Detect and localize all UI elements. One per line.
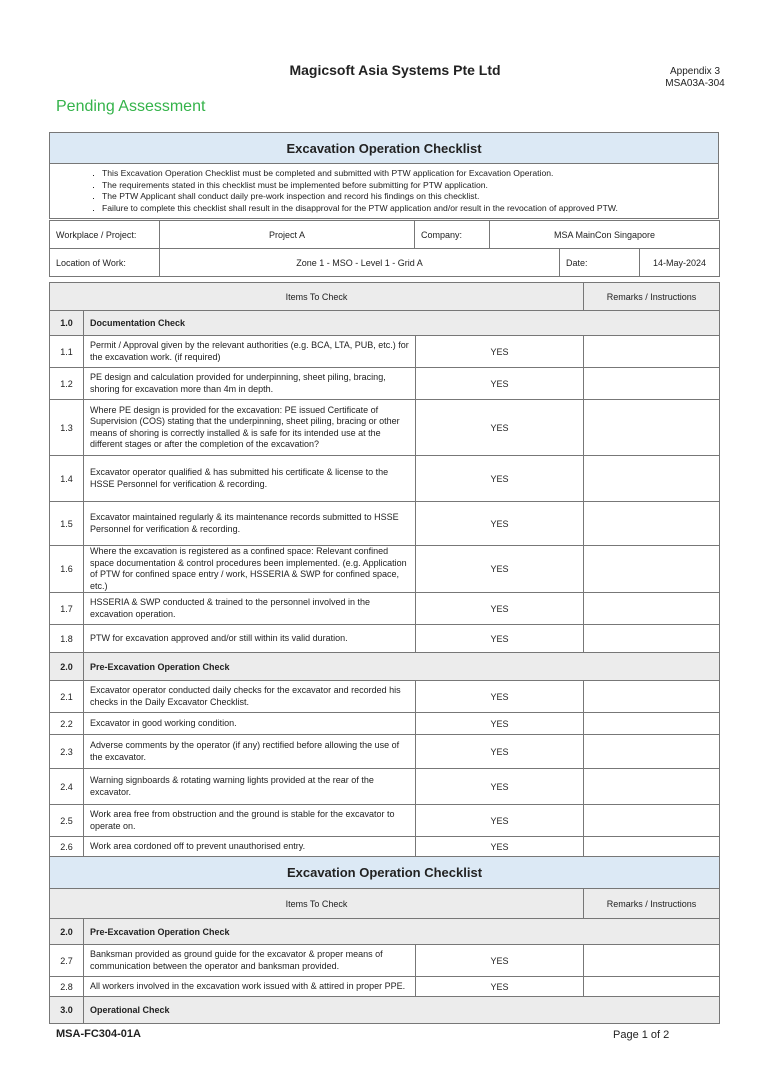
work-info-table [49, 220, 720, 277]
item-remarks [584, 837, 720, 857]
item-answer: YES [416, 945, 584, 977]
remarks-header: Remarks / Instructions [584, 283, 720, 311]
instruction-item: ▪ The PTW Applicant shall conduct daily pre-work inspection and record his findings on this checklist. [102, 191, 718, 203]
item-description: Work area free from obstruction and the ground is stable for the excavator to operate on. [84, 805, 416, 837]
remarks-header: Remarks / Instructions [584, 889, 720, 919]
table-row [50, 805, 720, 837]
item-answer: YES [416, 400, 584, 456]
assessment-status: Pending Assessment [56, 98, 206, 115]
section-number: 2.0 [50, 653, 84, 681]
item-answer: YES [416, 681, 584, 713]
item-answer: YES [416, 837, 584, 857]
item-description: Where the excavation is registered as a confined space: Relevant confined space documentation & control procedures been implemented. (e.g. Application of PTW for confined space entry / work, HSSERIA & SWP for confined space, etc.) [84, 546, 416, 593]
table-row [50, 977, 720, 997]
item-number: 2.7 [50, 945, 84, 977]
appendix-label: Appendix 3 [669, 66, 721, 77]
item-answer: YES [416, 546, 584, 593]
table-row [50, 681, 720, 713]
item-number: 2.1 [50, 681, 84, 713]
item-answer: YES [416, 502, 584, 546]
item-remarks [584, 769, 720, 805]
item-number: 1.6 [50, 546, 84, 593]
item-number: 2.8 [50, 977, 84, 997]
checklist-title: Excavation Operation Checklist [50, 133, 719, 164]
item-number: 1.8 [50, 625, 84, 653]
table-row [50, 593, 720, 625]
item-number: 2.4 [50, 769, 84, 805]
item-description: Adverse comments by the operator (if any) rectified before allowing the use of the excavator. [84, 735, 416, 769]
item-description: All workers involved in the excavation work issued with & attired in proper PPE. [84, 977, 416, 997]
item-answer: YES [416, 977, 584, 997]
item-description: Work area cordoned off to prevent unauthorised entry. [84, 837, 416, 857]
item-description: Banksman provided as ground guide for the excavator & proper means of communication between the operator and banksman provided. [84, 945, 416, 977]
item-number: 1.1 [50, 336, 84, 368]
section-number: 3.0 [50, 997, 84, 1024]
item-description: Excavator maintained regularly & its maintenance records submitted to HSSE Personnel for verification & recording. [84, 502, 416, 546]
item-answer: YES [416, 593, 584, 625]
item-remarks [584, 681, 720, 713]
item-remarks [584, 713, 720, 735]
table-row [50, 502, 720, 546]
item-remarks [584, 805, 720, 837]
date-label: Date: [560, 249, 640, 277]
item-answer: YES [416, 336, 584, 368]
item-answer: YES [416, 805, 584, 837]
item-description: HSSERIA & SWP conducted & trained to the personnel involved in the excavation operation. [84, 593, 416, 625]
item-remarks [584, 456, 720, 502]
table-row [50, 368, 720, 400]
appendix-reference [650, 66, 740, 90]
item-answer: YES [416, 713, 584, 735]
item-description: Permit / Approval given by the relevant authorities (e.g. BCA, LTA, PUB, etc.) for the excavation work. (if required) [84, 336, 416, 368]
section-number: 2.0 [50, 919, 84, 945]
item-remarks [584, 400, 720, 456]
item-description: PE design and calculation provided for underpinning, sheet piling, bracing, shoring for excavation more than 4m in depth. [84, 368, 416, 400]
item-number: 2.5 [50, 805, 84, 837]
item-number: 2.6 [50, 837, 84, 857]
company-value: MSA MainCon Singapore [490, 221, 720, 249]
section-title: Pre-Excavation Operation Check [84, 653, 720, 681]
table-row [50, 336, 720, 368]
location-label: Location of Work: [50, 249, 160, 277]
table-row [50, 713, 720, 735]
item-remarks [584, 368, 720, 400]
item-description: Excavator operator qualified & has submitted his certificate & license to the HSSE Personnel for verification & recording. [84, 456, 416, 502]
location-value: Zone 1 - MSO - Level 1 - Grid A [160, 249, 560, 277]
item-description: Where PE design is provided for the excavation: PE issued Certificate of Supervision (COS) stating that the underpinning, sheet piling, bracing or other means of shoring is correctly installed & is safe for its intended use at the different stages or after the completion of the excavation? [84, 400, 416, 456]
item-number: 1.3 [50, 400, 84, 456]
item-number: 2.2 [50, 713, 84, 735]
item-answer: YES [416, 625, 584, 653]
item-number: 1.4 [50, 456, 84, 502]
items-to-check-header: Items To Check [50, 283, 584, 311]
item-answer: YES [416, 735, 584, 769]
instructions-cell [50, 164, 719, 219]
items-to-check-header: Items To Check [50, 889, 584, 919]
item-remarks [584, 945, 720, 977]
table-row [50, 625, 720, 653]
item-description: Excavator operator conducted daily checks for the excavator and recorded his checks in the Daily Excavator Checklist. [84, 681, 416, 713]
item-remarks [584, 336, 720, 368]
section-title: Operational Check [84, 997, 720, 1024]
item-answer: YES [416, 368, 584, 400]
item-number: 1.5 [50, 502, 84, 546]
table-row [50, 945, 720, 977]
page-number: Page 1 of 2 [613, 1029, 670, 1041]
table-row [50, 769, 720, 805]
company-name: Magicsoft Asia Systems Pte Ltd [289, 62, 501, 78]
item-description: Excavator in good working condition. [84, 713, 416, 735]
instruction-item: ▪ This Excavation Operation Checklist must be completed and submitted with PTW application for Excavation Operation. [102, 168, 718, 180]
table-row [50, 546, 720, 593]
item-answer: YES [416, 456, 584, 502]
instruction-item: ▪ The requirements stated in this checklist must be implemented before submitting for PTW application. [102, 180, 718, 192]
instructions-list [50, 164, 718, 218]
workplace-value: Project A [160, 221, 415, 249]
table-row [50, 735, 720, 769]
item-remarks [584, 593, 720, 625]
item-answer: YES [416, 769, 584, 805]
instruction-item: ▪ Failure to complete this checklist shall result in the disapproval for the PTW application and/or result in the revocation of approved PTW. [102, 203, 718, 215]
item-number: 1.2 [50, 368, 84, 400]
item-remarks [584, 735, 720, 769]
item-number: 1.7 [50, 593, 84, 625]
item-remarks [584, 625, 720, 653]
date-value: 14-May-2024 [640, 249, 720, 277]
table-row [50, 456, 720, 502]
item-remarks [584, 977, 720, 997]
checklist-table [49, 282, 720, 1024]
item-description: Warning signboards & rotating warning lights provided at the rear of the excavator. [84, 769, 416, 805]
item-description: PTW for excavation approved and/or still within its valid duration. [84, 625, 416, 653]
section-number: 1.0 [50, 311, 84, 336]
section-title: Documentation Check [84, 311, 720, 336]
item-remarks [584, 502, 720, 546]
item-number: 2.3 [50, 735, 84, 769]
workplace-label: Workplace / Project: [50, 221, 160, 249]
item-remarks [584, 546, 720, 593]
checklist-intro-table [49, 132, 719, 219]
company-label: Company: [415, 221, 490, 249]
checklist-title-repeat: Excavation Operation Checklist [50, 857, 720, 889]
section-title: Pre-Excavation Operation Check [84, 919, 720, 945]
form-code: MSA-FC304-01A [56, 1028, 141, 1040]
table-row [50, 400, 720, 456]
table-row [50, 837, 720, 857]
document-reference: MSA03A-304 [665, 78, 725, 89]
